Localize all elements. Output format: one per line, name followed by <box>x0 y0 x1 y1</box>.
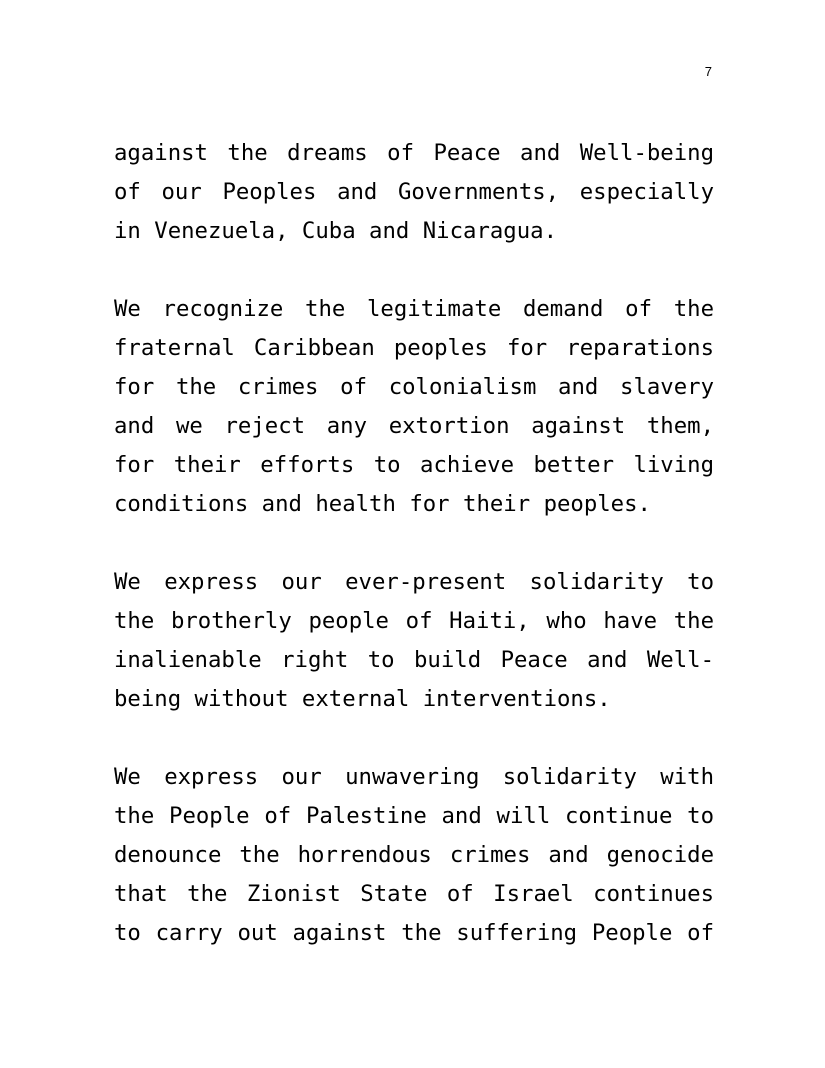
paragraph-3: We express our ever-present solidarity to the brotherly people of Haiti, who have the inalienable right to build Peace and Well-being without external interventions. <box>114 569 714 712</box>
body-text-column <box>114 134 714 953</box>
paragraph-1: against the dreams of Peace and Well-being of our Peoples and Governments, especially in Venezuela, Cuba and Nicaragua. <box>114 140 714 244</box>
paragraph-4: We express our unwavering solidarity with the People of Palestine and will continue to denounce the horrendous crimes and genocide that the Zionist State of Israel continues to carry out against the suffering People of <box>114 764 714 946</box>
paragraph-2: We recognize the legitimate demand of the fraternal Caribbean peoples for reparations for the crimes of colonialism and slavery and we reject any extortion against them, for their efforts to achieve better living conditions and health for their peoples. <box>114 296 714 517</box>
page-number: 7 <box>704 64 712 79</box>
